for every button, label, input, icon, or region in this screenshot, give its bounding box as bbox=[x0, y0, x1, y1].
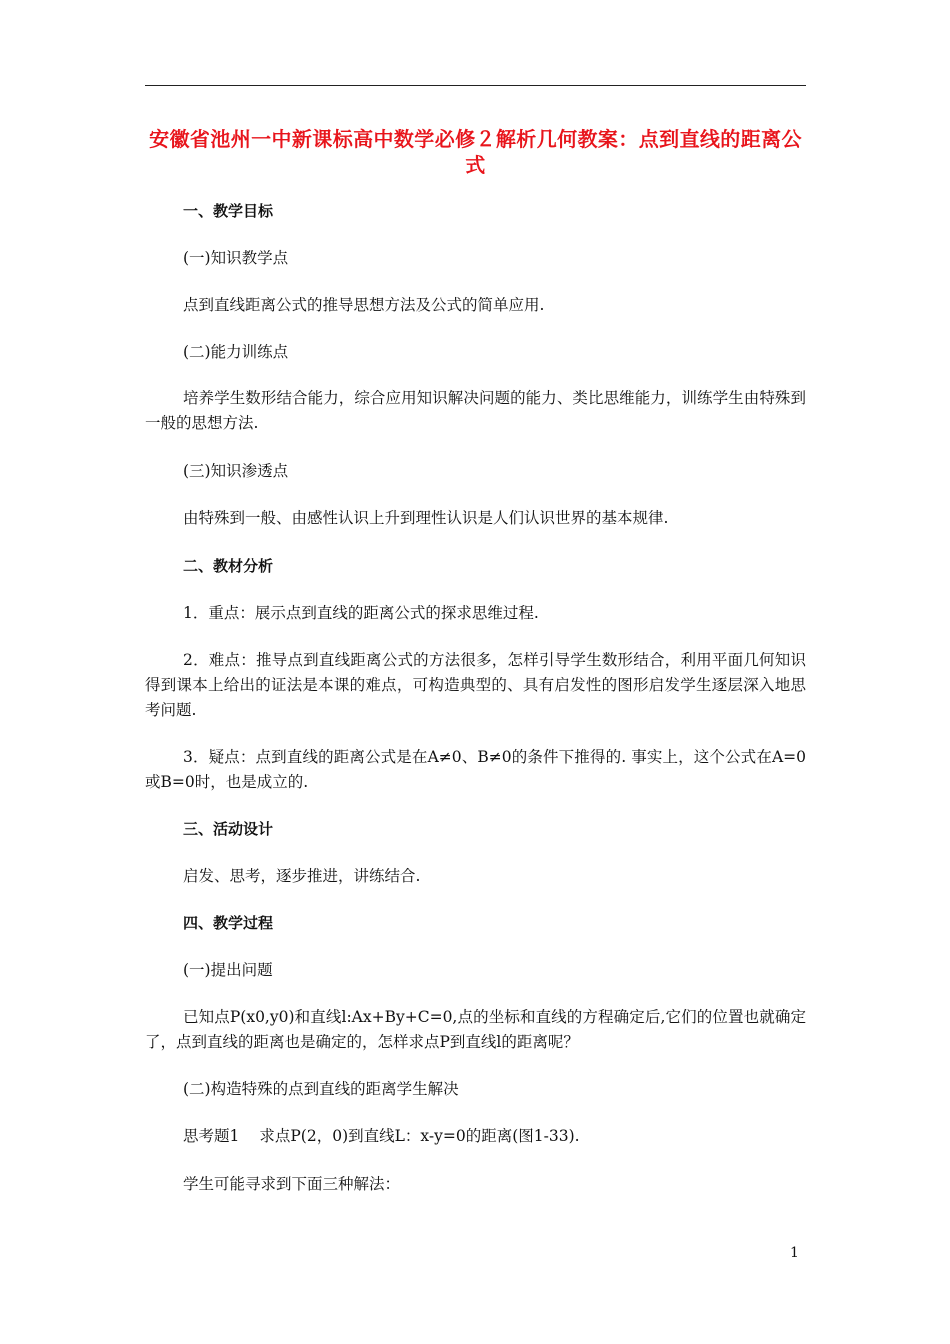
document-title: 安徽省池州一中新课标高中数学必修２解析几何教案：点到直线的距离公式 bbox=[149, 127, 802, 177]
section-heading-3: 三、活动设计 bbox=[183, 820, 274, 838]
subheading-construct: (二)构造特殊的点到直线的距离学生解决 bbox=[183, 1080, 459, 1098]
paragraph-doubt: 3．疑点：点到直线的距离公式是在A≠0、B≠0的条件下推得的. 事实上，这个公式在A=0或B=0时，也是成立的. bbox=[145, 748, 806, 791]
paragraph-difficulty: 2．难点：推导点到直线距离公式的方法很多，怎样引导学生数形结合，利用平面几何知识得到课本上给出的证法是本课的难点，可构造典型的、具有启发性的图形启发学生逐层深入地思考问题. bbox=[145, 651, 806, 719]
paragraph-key-point: 1．重点：展示点到直线的距离公式的探求思维过程. bbox=[183, 604, 539, 622]
paragraph: 学生可能寻求到下面三种解法： bbox=[183, 1175, 401, 1193]
page-number: 1 bbox=[790, 1245, 799, 1261]
section-heading-2: 二、教材分析 bbox=[183, 557, 274, 575]
subheading-question: (一)提出问题 bbox=[183, 961, 273, 979]
paragraph: 已知点P(x0,y0)和直线l:Ax+By+C=0,点的坐标和直线的方程确定后,它们的位置也就确定了，点到直线的距离也是确定的，怎样求点P到直线l的距离呢？ bbox=[145, 1008, 806, 1051]
header-rule bbox=[145, 85, 806, 86]
paragraph: 培养学生数形结合能力，综合应用知识解决问题的能力、类比思维能力，训练学生由特殊到一般的思想方法. bbox=[145, 389, 806, 432]
exercise-text: 求点P(2，0)到直线L：x-y=0的距离(图1-33). bbox=[259, 1127, 580, 1145]
subheading-knowledge: (一)知识教学点 bbox=[183, 249, 289, 267]
exercise-1 bbox=[145, 1124, 806, 1149]
exercise-label: 思考题1 bbox=[183, 1127, 240, 1145]
paragraph: 启发、思考，逐步推进，讲练结合. bbox=[183, 867, 421, 885]
section-heading-4: 四、教学过程 bbox=[183, 914, 274, 932]
subheading-ability: (二)能力训练点 bbox=[183, 343, 289, 361]
section-heading-1: 一、教学目标 bbox=[183, 202, 274, 220]
paragraph: 点到直线距离公式的推导思想方法及公式的简单应用. bbox=[183, 296, 545, 314]
subheading-infiltration: (三)知识渗透点 bbox=[183, 462, 289, 480]
paragraph: 由特殊到一般、由感性认识上升到理性认识是人们认识世界的基本规律. bbox=[183, 509, 669, 527]
